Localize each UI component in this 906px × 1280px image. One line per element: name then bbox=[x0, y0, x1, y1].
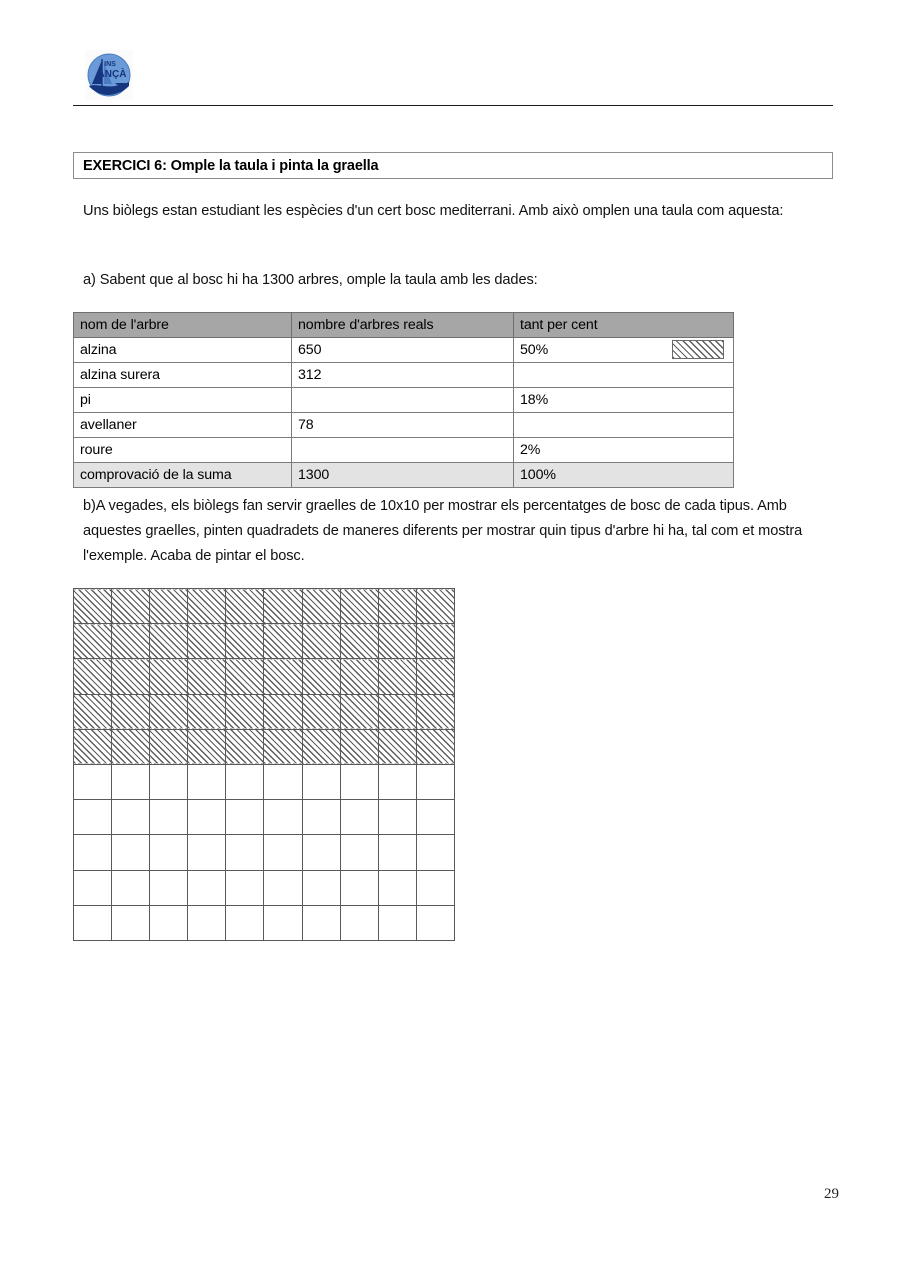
grid-cell[interactable] bbox=[416, 764, 454, 799]
cell-percent[interactable] bbox=[514, 463, 734, 488]
grid-cell[interactable] bbox=[302, 800, 340, 835]
grid-cell[interactable] bbox=[150, 729, 188, 764]
grid-row bbox=[74, 800, 455, 835]
header-divider bbox=[73, 105, 833, 106]
grid-body bbox=[74, 589, 455, 941]
grid-cell[interactable] bbox=[416, 800, 454, 835]
cell-percent-value: 100% bbox=[520, 466, 556, 483]
cell-real-count[interactable]: 312 bbox=[292, 363, 514, 388]
page-header bbox=[0, 0, 906, 110]
grid-cell[interactable] bbox=[340, 800, 378, 835]
grid-cell[interactable] bbox=[416, 694, 454, 729]
cell-percent-value: 18% bbox=[520, 391, 549, 408]
grid-cell[interactable] bbox=[188, 694, 226, 729]
grid-cell[interactable] bbox=[302, 729, 340, 764]
cell-real-count[interactable] bbox=[292, 438, 514, 463]
logo-main-text: ANÇÀ bbox=[97, 69, 127, 80]
cell-tree-name: alzina bbox=[74, 338, 292, 363]
grid-cell[interactable] bbox=[150, 694, 188, 729]
grid-cell[interactable] bbox=[340, 694, 378, 729]
grid-cell[interactable] bbox=[264, 905, 302, 940]
grid-row bbox=[74, 624, 455, 659]
grid-cell[interactable] bbox=[264, 835, 302, 870]
grid-cell[interactable] bbox=[302, 624, 340, 659]
question-b-paragraph: b)A vegades, els biòlegs fan servir graelles de 10x10 per mostrar els percentatges de bosc de cada tipus. Amb aquestes graelles, pinten quadradets de maneres diferents per mostrar quin tipus d'arbre hi ha, tal com et mostra l'exemple. Acaba de pintar el bosc. bbox=[83, 498, 803, 564]
grid-cell[interactable] bbox=[112, 835, 150, 870]
grid-cell[interactable] bbox=[112, 764, 150, 799]
cell-real-count[interactable] bbox=[292, 388, 514, 413]
grid-cell[interactable] bbox=[188, 659, 226, 694]
grid-cell[interactable] bbox=[150, 835, 188, 870]
logo-svg bbox=[85, 50, 133, 100]
grid-cell[interactable] bbox=[112, 694, 150, 729]
grid-cell[interactable] bbox=[188, 624, 226, 659]
cell-tree-name: avellaner bbox=[74, 413, 292, 438]
grid-cell[interactable] bbox=[74, 905, 112, 940]
question-a-paragraph: a) Sabent que al bosc hi ha 1300 arbres, omple la taula amb les dades: bbox=[83, 272, 538, 288]
grid-cell[interactable] bbox=[150, 870, 188, 905]
grid-cell[interactable] bbox=[302, 764, 340, 799]
grid-row bbox=[74, 835, 455, 870]
cell-percent[interactable] bbox=[514, 363, 734, 388]
grid-cell[interactable] bbox=[188, 764, 226, 799]
grid-cell[interactable] bbox=[302, 835, 340, 870]
cell-real-count[interactable]: 78 bbox=[292, 413, 514, 438]
grid-cell[interactable] bbox=[112, 589, 150, 624]
grid-cell[interactable] bbox=[150, 905, 188, 940]
grid-cell[interactable] bbox=[340, 835, 378, 870]
grid-cell[interactable] bbox=[302, 589, 340, 624]
table-row bbox=[74, 413, 734, 438]
table-row bbox=[74, 363, 734, 388]
grid-cell[interactable] bbox=[302, 659, 340, 694]
grid-cell[interactable] bbox=[264, 729, 302, 764]
grid-cell[interactable] bbox=[112, 659, 150, 694]
grid-cell[interactable] bbox=[416, 870, 454, 905]
grid-cell[interactable] bbox=[340, 589, 378, 624]
grid-cell[interactable] bbox=[378, 729, 416, 764]
grid-cell[interactable] bbox=[226, 764, 264, 799]
percentage-grid bbox=[73, 588, 455, 941]
grid-cell[interactable] bbox=[416, 835, 454, 870]
grid-cell[interactable] bbox=[264, 764, 302, 799]
grid-cell[interactable] bbox=[226, 589, 264, 624]
grid-cell[interactable] bbox=[378, 905, 416, 940]
cell-percent-value: 50% bbox=[520, 341, 549, 358]
grid-cell[interactable] bbox=[150, 589, 188, 624]
cell-real-count[interactable]: 650 bbox=[292, 338, 514, 363]
grid-row bbox=[74, 694, 455, 729]
grid-cell[interactable] bbox=[416, 589, 454, 624]
grid-cell[interactable] bbox=[112, 905, 150, 940]
grid-cell[interactable] bbox=[112, 729, 150, 764]
cell-real-count[interactable]: 1300 bbox=[292, 463, 514, 488]
grid-cell[interactable] bbox=[416, 624, 454, 659]
percentage-grid-wrapper bbox=[73, 588, 455, 941]
grid-cell[interactable] bbox=[264, 694, 302, 729]
grid-cell[interactable] bbox=[378, 764, 416, 799]
grid-cell[interactable] bbox=[340, 905, 378, 940]
grid-cell[interactable] bbox=[302, 905, 340, 940]
grid-cell[interactable] bbox=[416, 659, 454, 694]
logo-top-text: INS bbox=[104, 61, 116, 68]
column-header-real-count: nombre d'arbres reals bbox=[292, 313, 514, 338]
table-row bbox=[74, 338, 734, 363]
grid-cell[interactable] bbox=[74, 694, 112, 729]
grid-cell[interactable] bbox=[188, 729, 226, 764]
grid-cell[interactable] bbox=[302, 694, 340, 729]
grid-cell[interactable] bbox=[112, 800, 150, 835]
grid-cell[interactable] bbox=[378, 624, 416, 659]
table-row bbox=[74, 388, 734, 413]
table-row bbox=[74, 438, 734, 463]
grid-cell[interactable] bbox=[416, 729, 454, 764]
cell-percent[interactable] bbox=[514, 338, 734, 363]
cell-tree-name: comprovació de la suma bbox=[74, 463, 292, 488]
grid-cell[interactable] bbox=[340, 870, 378, 905]
grid-cell[interactable] bbox=[74, 835, 112, 870]
cell-percent[interactable] bbox=[514, 438, 734, 463]
hatch-legend-swatch bbox=[672, 340, 724, 359]
grid-cell[interactable] bbox=[188, 589, 226, 624]
grid-cell[interactable] bbox=[378, 694, 416, 729]
grid-cell[interactable] bbox=[188, 800, 226, 835]
table-header-row bbox=[74, 313, 734, 338]
grid-cell[interactable] bbox=[74, 589, 112, 624]
grid-cell[interactable] bbox=[226, 870, 264, 905]
page-number: 29 bbox=[824, 1186, 839, 1202]
grid-row bbox=[74, 589, 455, 624]
grid-cell[interactable] bbox=[74, 764, 112, 799]
cell-percent-value: 2% bbox=[520, 441, 541, 458]
grid-cell[interactable] bbox=[226, 624, 264, 659]
page-title: EXERCICI 6: Omple la taula i pinta la graella bbox=[83, 157, 379, 174]
grid-cell[interactable] bbox=[112, 624, 150, 659]
grid-cell[interactable] bbox=[74, 729, 112, 764]
grid-cell[interactable] bbox=[378, 835, 416, 870]
grid-cell[interactable] bbox=[264, 870, 302, 905]
grid-row bbox=[74, 905, 455, 940]
column-header-percent: tant per cent bbox=[514, 313, 734, 338]
grid-cell[interactable] bbox=[188, 905, 226, 940]
grid-cell[interactable] bbox=[378, 589, 416, 624]
exercise-title-bar bbox=[73, 152, 833, 179]
grid-cell[interactable] bbox=[226, 659, 264, 694]
grid-cell[interactable] bbox=[226, 835, 264, 870]
grid-cell[interactable] bbox=[74, 624, 112, 659]
cell-percent[interactable] bbox=[514, 413, 734, 438]
grid-row bbox=[74, 764, 455, 799]
grid-cell[interactable] bbox=[264, 589, 302, 624]
grid-row bbox=[74, 870, 455, 905]
grid-row bbox=[74, 729, 455, 764]
intro-paragraph: Uns biòlegs estan estudiant les espècies d'un cert bosc mediterrani. Amb això omplen una taula com aquesta: bbox=[83, 203, 784, 219]
grid-row bbox=[74, 659, 455, 694]
grid-cell[interactable] bbox=[340, 764, 378, 799]
grid-cell[interactable] bbox=[150, 800, 188, 835]
grid-cell[interactable] bbox=[150, 624, 188, 659]
grid-cell[interactable] bbox=[378, 870, 416, 905]
cell-tree-name: roure bbox=[74, 438, 292, 463]
table-row bbox=[74, 463, 734, 488]
grid-cell[interactable] bbox=[416, 905, 454, 940]
grid-cell[interactable] bbox=[188, 870, 226, 905]
grid-cell[interactable] bbox=[378, 659, 416, 694]
grid-cell[interactable] bbox=[340, 729, 378, 764]
grid-cell[interactable] bbox=[74, 659, 112, 694]
grid-cell[interactable] bbox=[226, 729, 264, 764]
grid-cell[interactable] bbox=[74, 800, 112, 835]
grid-cell[interactable] bbox=[340, 624, 378, 659]
grid-cell[interactable] bbox=[150, 764, 188, 799]
cell-tree-name: pi bbox=[74, 388, 292, 413]
grid-cell[interactable] bbox=[264, 800, 302, 835]
grid-cell[interactable] bbox=[188, 835, 226, 870]
grid-cell[interactable] bbox=[264, 659, 302, 694]
grid-cell[interactable] bbox=[226, 800, 264, 835]
grid-cell[interactable] bbox=[112, 870, 150, 905]
grid-cell[interactable] bbox=[74, 870, 112, 905]
column-header-tree-name: nom de l'arbre bbox=[74, 313, 292, 338]
table-body bbox=[74, 338, 734, 488]
grid-cell[interactable] bbox=[340, 659, 378, 694]
grid-cell[interactable] bbox=[226, 694, 264, 729]
grid-cell[interactable] bbox=[302, 870, 340, 905]
grid-cell[interactable] bbox=[226, 905, 264, 940]
species-table bbox=[73, 312, 734, 488]
grid-cell[interactable] bbox=[264, 624, 302, 659]
cell-percent[interactable] bbox=[514, 388, 734, 413]
grid-cell[interactable] bbox=[150, 659, 188, 694]
ins-llanca-logo bbox=[85, 50, 133, 100]
cell-tree-name: alzina surera bbox=[74, 363, 292, 388]
grid-cell[interactable] bbox=[378, 800, 416, 835]
